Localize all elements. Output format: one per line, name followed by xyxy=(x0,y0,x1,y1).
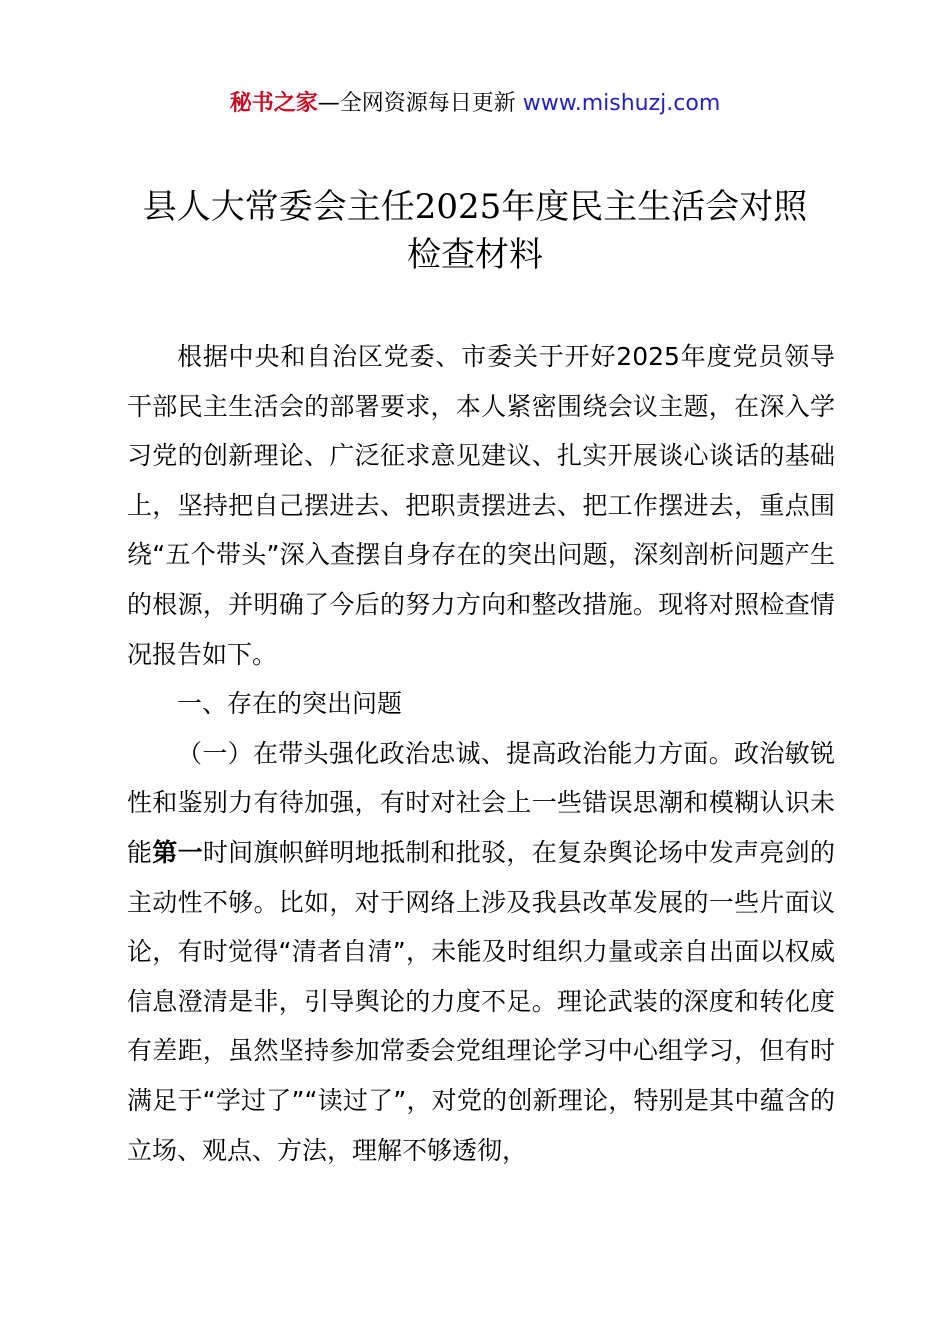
page-header xyxy=(0,88,950,120)
subsection-text-part1: （一）在带头强化政治忠诚、提高政治能力方面。政治敏锐性和鉴别力有待加强，有时对社会上一些错误思潮和模糊认识未能 xyxy=(127,738,835,867)
header-tagline: —全网资源每日更新 xyxy=(317,91,523,116)
brand-name[interactable]: 秘书之家 xyxy=(229,91,318,116)
section-heading: 一、存在的突出问题 xyxy=(177,689,403,719)
subsection-bold-text: 第一 xyxy=(152,837,203,867)
site-link[interactable]: www.mishuzj.com xyxy=(522,91,721,116)
document-body xyxy=(127,332,835,1175)
title-line-1: 县人大常委会主任2025年度民主生活会对照 xyxy=(142,187,808,227)
document-title xyxy=(100,183,850,279)
subsection-text-part2: 时间旗帜鲜明地抵制和批驳，在复杂舆论场中发声亮剑的主动性不够。比如，对于网络上涉及我县改革发展的一些片面议论，有时觉得“清者自清”，未能及时组织力量或亲自出面以权威信息澄清是非，引导舆论的力度不足。理论武装的深度和转化度有差距，虽然坚持参加常委会党组理论学习中心组学习，但有时满足于“学过了”“读过了”，对党的创新理论，特别是其中蕴含的立场、观点、方法，理解不够透彻， xyxy=(127,837,835,1165)
intro-paragraph: 根据中央和自治区党委、市委关于开好2025年度党员领导干部民主生活会的部署要求，本人紧密围绕会议主题，在深入学习党的创新理论、广泛征求意见建议、扎实开展谈心谈话的基础上，坚持把自己摆进去、把职责摆进去、把工作摆进去，重点围绕“五个带头”深入查摆自身存在的突出问题，深刻剖析问题产生的根源，并明确了今后的努力方向和整改措施。现将对照检查情况报告如下。 xyxy=(127,342,835,669)
title-line-2: 检查材料 xyxy=(407,235,543,275)
subsection-paragraph xyxy=(127,729,835,1175)
